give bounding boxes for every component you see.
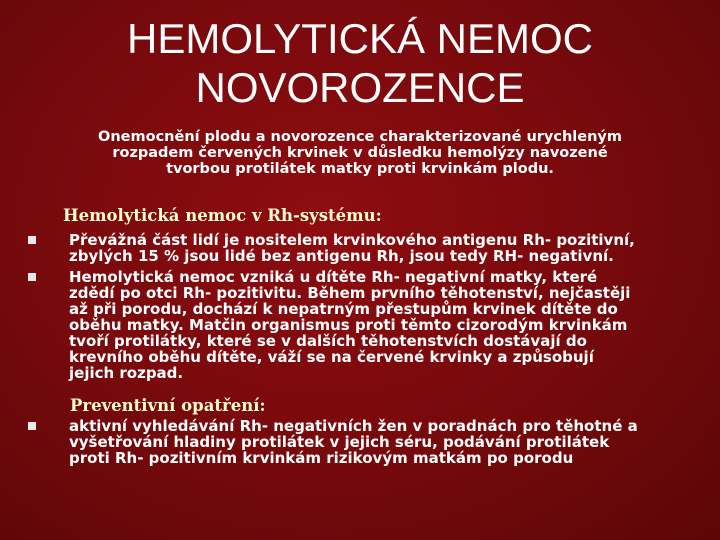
bullet-line: krevního oběhu dítěte, váží se na červené krvinky a způsobují <box>69 348 594 366</box>
bullet-line: proti Rh- pozitivním krvinkám rizikovým matkám po porodu <box>69 449 574 467</box>
slide-title-line: HEMOLYTICKÁ NEMOC <box>127 15 593 62</box>
bullet-line: aktivní vyhledávání Rh- negativních žen v poradnách pro těhotné a <box>69 417 638 435</box>
intro-line: Onemocnění plodu a novorozence charakterizované urychleným <box>98 129 622 145</box>
bullet-line: Převážná část lidí je nositelem krvinkového antigenu Rh- pozitivní, <box>69 231 635 249</box>
square-bullet-icon <box>28 422 36 430</box>
slide-title <box>60 14 660 112</box>
bullet-line: vyšetřování hladiny protilátek v jejich séru, podávání protilátek <box>69 433 610 451</box>
intro-line: rozpadem červených krvinek v důsledku hemolýzy navozené <box>112 145 608 161</box>
bullet-line: zdědí po otci Rh- pozitivitu. Během prvního těhotenství, nejčastěji <box>69 284 631 302</box>
bullet-line: zbylých 15 % jsou lidé bez antigenu Rh, jsou tedy RH- negativní. <box>69 247 614 265</box>
section-heading-rh-system: Hemolytická nemoc v Rh-systému: <box>63 206 382 225</box>
bullet-text <box>69 269 709 381</box>
square-bullet-icon <box>28 236 36 244</box>
bullet-text <box>69 232 709 264</box>
slide-title-line: NOVOROZENCE <box>195 64 525 111</box>
bullet-text <box>69 418 709 466</box>
section-heading-prevention: Preventivní opatření: <box>70 396 266 415</box>
bullet-line: až při porodu, dochází k nepatrným přestupům krvinek dítěte do <box>69 300 618 318</box>
bullet-line: Hemolytická nemoc vzniká u dítěte Rh- negativní matky, které <box>69 268 598 286</box>
intro-line: tvorbou protilátek matky proti krvinkám plodu. <box>166 161 554 177</box>
bullet-line: jejich rozpad. <box>69 364 184 382</box>
bullet-line: oběhu matky. Matčin organismus proti těmto cizorodým krvinkám <box>69 316 628 334</box>
intro-paragraph <box>40 129 680 177</box>
square-bullet-icon <box>28 273 36 281</box>
bullet-line: tvoří protilátky, které se v dalších těhotenstvích dostávají do <box>69 332 587 350</box>
